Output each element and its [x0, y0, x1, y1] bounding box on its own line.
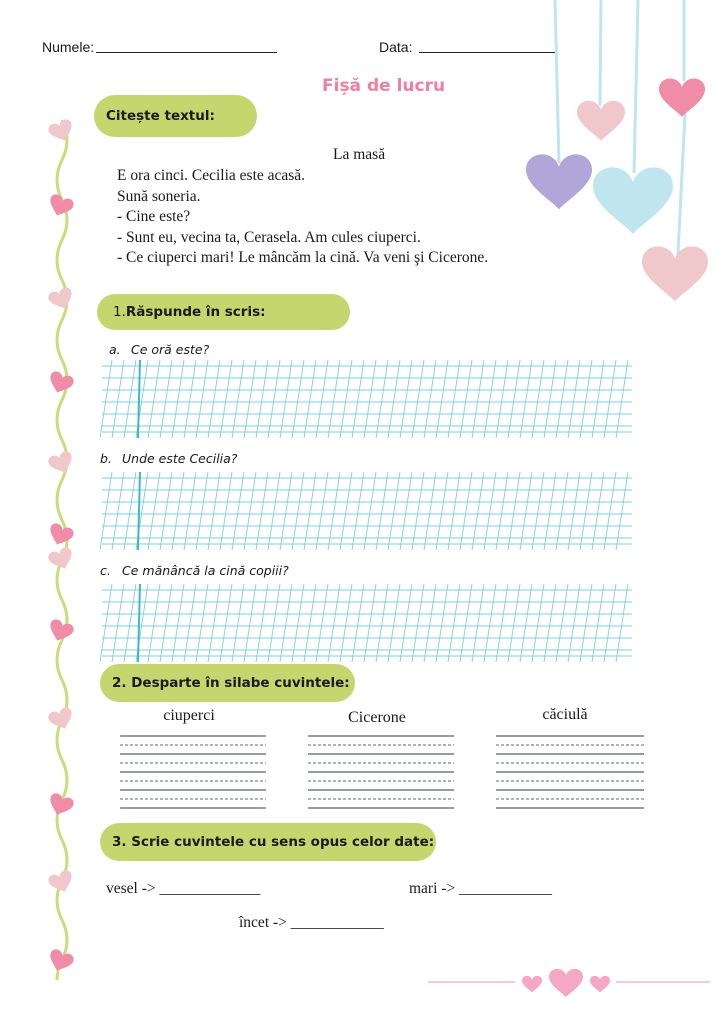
heart-icon: [47, 118, 76, 145]
story-title: La masă: [333, 146, 386, 163]
heart-string: [678, 94, 686, 254]
vine-decoration: [40, 110, 90, 980]
heart-string: [555, 0, 559, 162]
heart-icon: [593, 167, 673, 234]
syllable-word: ciuperci: [163, 707, 215, 724]
heart-string: [600, 0, 601, 104]
read-section-heading: [94, 95, 257, 137]
opposite-item-incet[interactable]: încet -> ____________: [239, 914, 384, 931]
section1-number: 1.: [113, 304, 126, 320]
question-c: [100, 563, 289, 578]
question-letter: b.: [100, 451, 112, 466]
question-text: Ce oră este?: [131, 342, 210, 357]
heart-icon: [46, 792, 75, 819]
heart-icon: [46, 948, 75, 975]
heart-icon: [642, 246, 708, 301]
opposite-item-mari[interactable]: mari -> ____________: [409, 880, 553, 897]
syllable-lines-1[interactable]: [120, 732, 266, 812]
story-line: E ora cinci. Cecilia este acasă.: [117, 167, 306, 184]
heart-icon: [549, 969, 583, 997]
story-line: - Ce ciuperci mari! Le mâncăm la cină. Va veni şi Cicerone.: [117, 249, 489, 266]
date-label: Data:: [379, 39, 413, 55]
name-field[interactable]: [42, 39, 94, 55]
story-line: Sună soneria.: [117, 187, 201, 205]
heart-icon: [46, 193, 75, 220]
question-b: [100, 451, 237, 466]
writing-lines-a[interactable]: [100, 360, 634, 438]
question-a: [109, 342, 209, 357]
writing-lines-b[interactable]: [100, 472, 634, 550]
story-text: [117, 166, 488, 269]
bottom-heart-divider: [420, 956, 720, 1004]
name-label: Numele:: [42, 39, 95, 55]
story-line: - Sunt eu, vecina ta, Cerasela. Am cules ciuperci.: [117, 228, 421, 246]
question-letter: c.: [100, 563, 111, 578]
heart-icon: [522, 976, 542, 993]
name-line: [96, 52, 277, 53]
section1-label: Răspunde în scris:: [125, 304, 266, 320]
read-section-label: Citește textul:: [106, 108, 215, 124]
section3-label: 3. Scrie cuvintele cu sens opus celor date:: [112, 834, 435, 850]
hanging-hearts-decoration: [500, 0, 724, 320]
syllable-word: Cicerone: [348, 709, 406, 726]
section2-heading: [100, 664, 355, 702]
page-title: Fișă de lucru: [322, 76, 446, 96]
question-text: Ce mănâncă la cină copiii?: [122, 563, 289, 578]
date-field[interactable]: [379, 39, 412, 55]
syllable-lines-2[interactable]: [308, 732, 454, 812]
opposite-item-vesel[interactable]: vesel -> _____________: [106, 880, 261, 897]
section1-heading: [97, 294, 350, 330]
question-text: Unde este Cecilia?: [122, 451, 238, 466]
heart-icon: [47, 450, 76, 477]
question-letter: a.: [109, 342, 121, 357]
heart-icon: [47, 706, 76, 733]
heart-icon: [47, 869, 76, 896]
writing-lines-c[interactable]: [100, 584, 634, 662]
heart-icon: [659, 79, 705, 117]
heart-icon: [577, 101, 625, 141]
heart-icon: [590, 976, 610, 993]
section2-label: 2. Desparte în silabe cuvintele:: [112, 675, 350, 691]
heart-icon: [46, 522, 75, 549]
story-line: - Cine este?: [117, 208, 191, 225]
syllable-word: căciulă: [542, 706, 588, 723]
syllable-lines-3[interactable]: [496, 732, 644, 812]
heart-icon: [46, 370, 75, 397]
heart-icon: [47, 546, 76, 573]
heart-icon: [47, 286, 76, 313]
section3-heading: [100, 823, 436, 861]
heart-string: [634, 0, 638, 172]
